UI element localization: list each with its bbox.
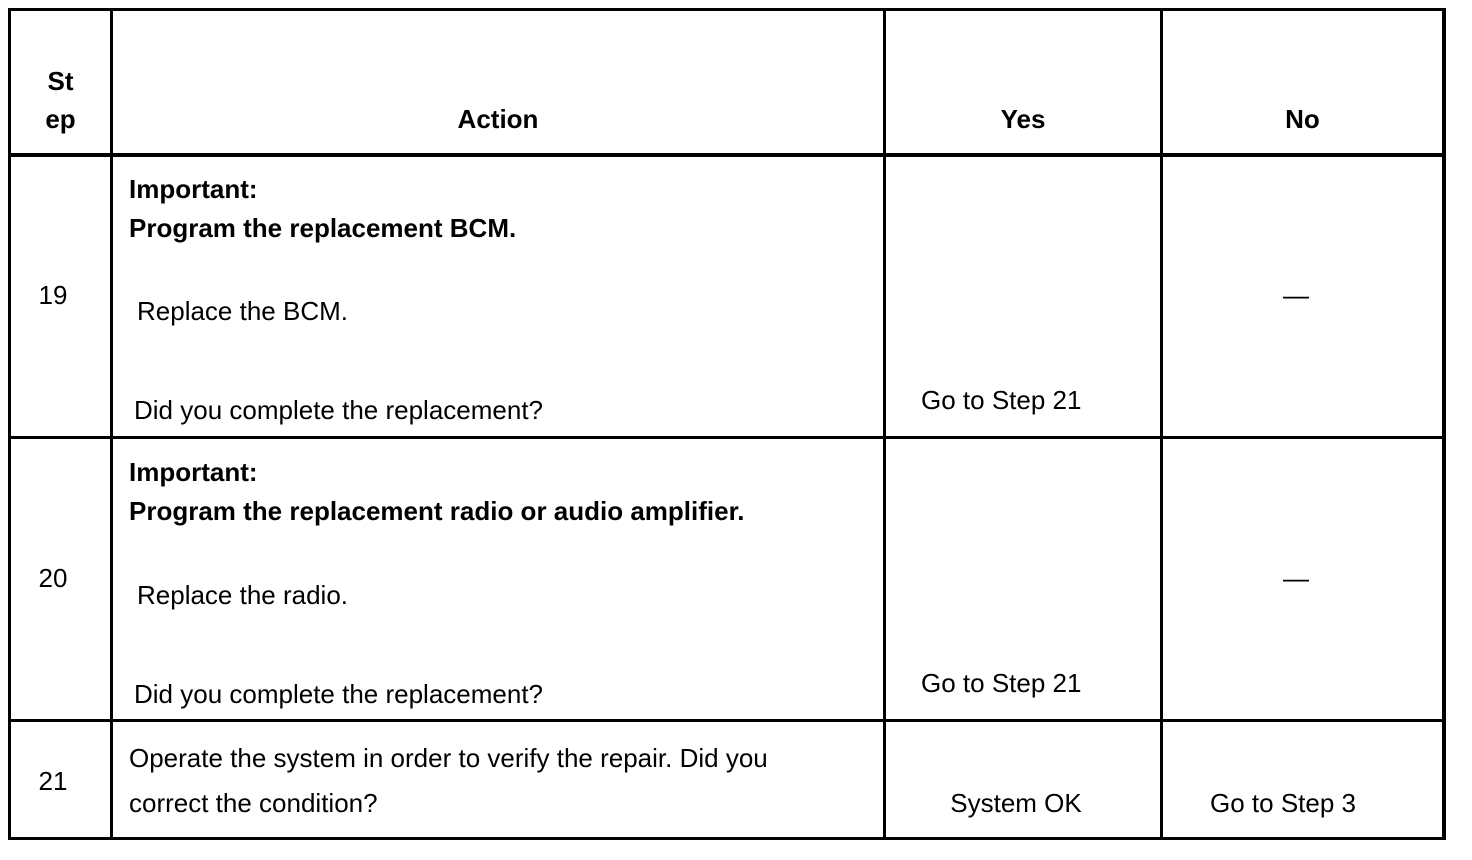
header-no: No <box>1285 104 1320 134</box>
header-bottom-border <box>8 153 1446 157</box>
row-divider <box>8 719 1446 722</box>
step-number: 19 <box>38 280 68 310</box>
action-line: correct the condition? <box>129 788 378 818</box>
action-line: Operate the system in order to verify the repair. Did you <box>129 743 768 773</box>
no-result: — <box>1283 280 1309 310</box>
important-label: Important: <box>129 174 258 204</box>
important-label: Important: <box>129 457 258 487</box>
step-number: 21 <box>38 766 68 796</box>
header-yes: Yes <box>1000 104 1046 134</box>
row-divider <box>8 436 1446 439</box>
question-text: Did you complete the replacement? <box>134 679 544 709</box>
yes-result: Go to Step 21 <box>921 385 1082 415</box>
table-top-border <box>8 8 1446 11</box>
step-number: 20 <box>38 563 68 593</box>
instruction-text: Replace the radio. <box>137 580 349 610</box>
important-text: Program the replacement radio or audio amplifier. <box>129 496 745 526</box>
table-bottom-border <box>8 837 1446 840</box>
header-step-line2: ep <box>45 104 76 134</box>
yes-result: Go to Step 21 <box>921 668 1082 698</box>
important-text: Program the replacement BCM. <box>129 213 517 243</box>
question-text: Did you complete the replacement? <box>134 395 544 425</box>
header-action: Action <box>457 104 539 134</box>
no-result: — <box>1283 563 1309 593</box>
no-result: Go to Step 3 <box>1210 788 1356 818</box>
instruction-text: Replace the BCM. <box>137 296 348 326</box>
header-step-line1: St <box>47 66 74 96</box>
table-right-border <box>1442 8 1446 840</box>
yes-result: System OK <box>950 788 1082 818</box>
